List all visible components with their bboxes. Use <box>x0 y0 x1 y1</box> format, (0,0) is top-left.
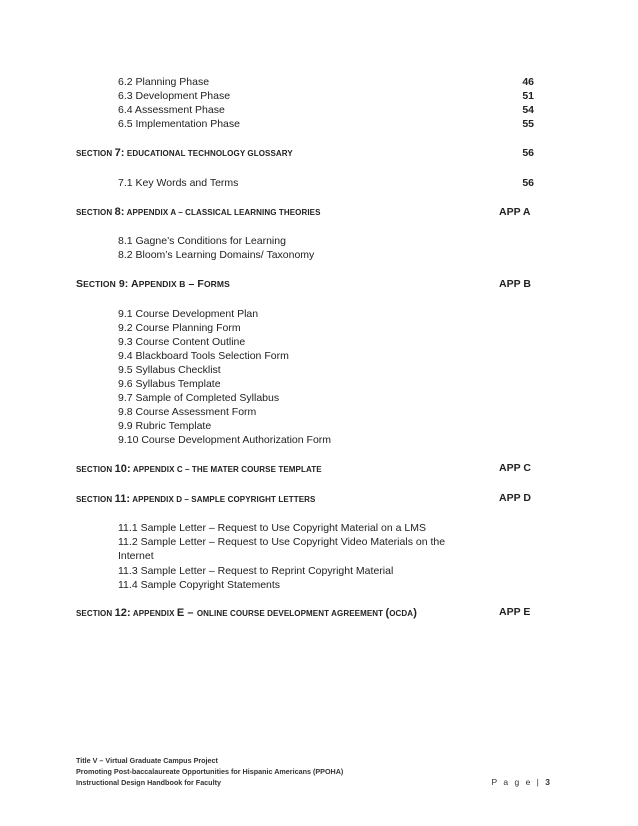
section-title: APPENDIX D – SAMPLE COPYRIGHT LETTERS <box>130 495 316 504</box>
footer-handbook-title: Instructional Design Handbook for Faculty <box>76 778 221 787</box>
toc-section-10[interactable] <box>76 462 322 477</box>
page-number <box>492 777 550 787</box>
toc-section-7[interactable] <box>76 146 293 161</box>
toc-page-6-3: 51 <box>522 90 534 102</box>
toc-page-6-5: 55 <box>522 118 534 130</box>
toc-section-8[interactable] <box>76 205 321 220</box>
toc-section-12[interactable]: SECTION 12: APPENDIX E – ONLINE COURSE DEVELOPMENT AGREEMENT (OCDA) <box>76 607 417 619</box>
toc-page-section-10: APP C <box>499 462 531 474</box>
section-prefix: SECTION <box>76 149 115 158</box>
footer-project-title: Title V – Virtual Graduate Campus Project <box>76 756 218 765</box>
toc-entry-7-1[interactable]: 7.1 Key Words and Terms <box>118 177 239 189</box>
toc-entry-9-1[interactable]: 9.1 Course Development Plan <box>118 308 259 320</box>
toc-entry-11-1[interactable]: 11.1 Sample Letter – Request to Use Copyright Material on a LMS <box>118 522 426 534</box>
toc-entry-11-3[interactable]: 11.3 Sample Letter – Request to Reprint Copyright Material <box>118 565 394 577</box>
section-title: APPENDIX A – CLASSICAL LEARNING THEORIES <box>124 208 321 217</box>
section-number: 7: <box>114 147 125 159</box>
section-title: APPENDIX C – THE MATER COURSE TEMPLATE <box>130 465 322 474</box>
section-title: EDUCATIONAL TECHNOLOGY GLOSSARY <box>124 149 293 158</box>
toc-entry-9-6[interactable]: 9.6 Syllabus Template <box>118 378 221 390</box>
toc-entry-11-2[interactable]: 11.2 Sample Letter – Request to Use Copyright Video Materials on the Internet <box>118 536 446 562</box>
toc-entry-8-1[interactable]: 8.1 Gagne’s Conditions for Learning <box>118 235 286 247</box>
section-prefix: SECTION <box>76 495 115 504</box>
toc-entry-9-9[interactable]: 9.9 Rubric Template <box>118 420 212 432</box>
page-number-value: 3 <box>545 777 550 787</box>
toc-page-section-8: APP A <box>499 206 531 218</box>
toc-section-11[interactable] <box>76 492 316 507</box>
toc-entry-6-4[interactable]: 6.4 Assessment Phase <box>118 104 225 116</box>
toc-entry-6-2[interactable]: 6.2 Planning Phase <box>118 76 210 88</box>
toc-page-section-7: 56 <box>522 147 534 159</box>
section-number: 8: <box>114 206 125 218</box>
section-number: 11: <box>114 493 131 505</box>
toc-page-section-12: APP E <box>499 606 531 618</box>
toc-page-section-9: APP B <box>499 278 531 290</box>
toc-entry-9-5[interactable]: 9.5 Syllabus Checklist <box>118 364 221 376</box>
toc-entry-6-5[interactable]: 6.5 Implementation Phase <box>118 118 240 130</box>
toc-entry-9-8[interactable]: 9.8 Course Assessment Form <box>118 406 257 418</box>
section-prefix: SECTION <box>76 465 115 474</box>
toc-section-9[interactable]: SECTION 9: APPENDIX B – FORMS <box>76 278 230 290</box>
section-prefix: SECTION <box>76 208 115 217</box>
toc-entry-9-3[interactable]: 9.3 Course Content Outline <box>118 336 246 348</box>
toc-entry-6-3[interactable]: 6.3 Development Phase <box>118 90 231 102</box>
toc-page-6-2: 46 <box>522 76 534 88</box>
page-label: P a g e | <box>491 777 541 787</box>
section-number: 10: <box>114 463 131 475</box>
page-footer <box>76 755 343 788</box>
toc-entry-8-2[interactable]: 8.2 Bloom’s Learning Domains/ Taxonomy <box>118 249 315 261</box>
toc-entry-11-4[interactable]: 11.4 Sample Copyright Statements <box>118 579 281 591</box>
toc-page-7-1: 56 <box>522 177 534 189</box>
toc-page-6-4: 54 <box>522 104 534 116</box>
footer-program-name: Promoting Post-baccalaureate Opportunities for Hispanic Americans (PPOHA) <box>76 767 344 776</box>
toc-entry-9-7[interactable]: 9.7 Sample of Completed Syllabus <box>118 392 280 404</box>
toc-entry-9-10[interactable]: 9.10 Course Development Authorization Form <box>118 434 332 446</box>
toc-entry-9-4[interactable]: 9.4 Blackboard Tools Selection Form <box>118 350 289 362</box>
toc-page-section-11: APP D <box>499 492 531 504</box>
toc-entry-9-2[interactable]: 9.2 Course Planning Form <box>118 322 241 334</box>
